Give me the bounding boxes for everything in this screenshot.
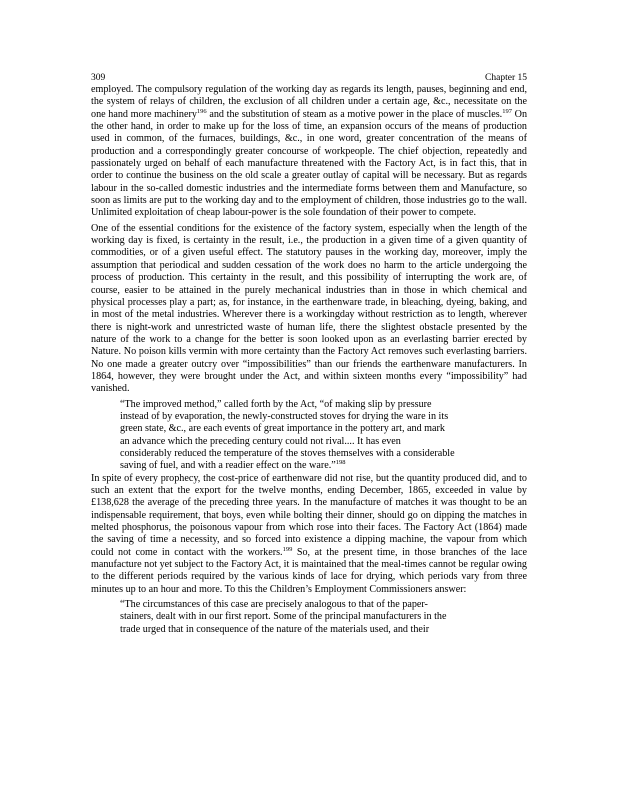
paragraph-3 xyxy=(91,473,527,596)
quote-line: “The improved method,” called forth by the Act, “of making slip by pressure xyxy=(120,398,432,410)
paragraph-1-text-a: employed. The compulsory regulation of the working day as regards its length, pauses, beginning and end, the system of relays of children, the exclusion of all children under a certain age, &c., necessitate on the one hand more machinery xyxy=(91,84,527,120)
paragraph-2 xyxy=(91,223,527,396)
paragraph-3-text-a: In spite of every prophecy, the cost-price of earthenware did not rise, but the quantity produced did, and to such an extent that the export for the twelve months, ending December, 1865, exceeded in value by £138,628 the average of the preceding three years. In the manufacture of matches it was thought to be an indispensable requirement, that boys, even while bolting their dinner, should go on dipping the matches in melted phosphorus, the poisonous vapour from which rose into their faces. The Factory Act (1864) made the saving of time a necessity, and so forced into existence a dipping machine, the vapour from which could not come in contact with the workers. xyxy=(91,472,527,558)
footnote-ref-196[interactable]: 196 xyxy=(196,107,207,115)
quote-line: green state, &c., are each events of great importance in the pottery art, and mark xyxy=(120,423,445,435)
quote-line: trade urged that in consequence of the nature of the materials used, and their xyxy=(120,623,430,635)
block-quote-2 xyxy=(120,599,527,636)
quote-line-last xyxy=(120,460,527,472)
quote-line-text: saving of fuel, and with a readier effect on the ware.” xyxy=(120,460,336,472)
quote-line: an advance which the preceding century could not rival.... It has even xyxy=(120,435,401,447)
footnote-ref-197[interactable]: 197 xyxy=(502,107,512,115)
page-header xyxy=(91,71,527,85)
quote-line: considerably reduced the temperature of the stoves themselves with a considerable xyxy=(120,447,455,459)
chapter-label: Chapter 15 xyxy=(485,73,527,83)
paragraph-1-text-c: On the other hand, in order to make up for the loss of time, an expansion occurs of the means of production used in common, of the furnaces, buildings, &c., in one word, greater concentration of the means of production and a correspondingly greater concourse of workpeople. The chief objection, repeatedly and passionately urged on behalf of each manufacture threatened with the Factory Act, is in fact this, that in order to continue the business on the old scale a greater outlay of capital will be necessary. But as regards labour in the so-called domestic industries and the intermediate forms between them and Manufacture, so soon as limits are put to the working day and to the employment of children, those industries go to the wall. Unlimited exploitation of cheap labour-power is the sole foundation of their power to compete. xyxy=(91,108,528,219)
footnote-ref-199[interactable]: 199 xyxy=(282,545,293,553)
quote-line: stainers, dealt with in our first report. Some of the principal manufacturers in the xyxy=(120,611,447,623)
footnote-ref-198[interactable]: 198 xyxy=(335,459,346,467)
paragraph-1-text-b: and the substitution of steam as a motive power in the place of muscles. xyxy=(206,108,503,120)
paragraph-2-text: One of the essential conditions for the existence of the factory system, especially when the length of the working day is fixed, is certainty in the result, i.e., the production in a given time of a given quantity of commodities, or of a given useful effect. The statutory pauses in the working day, moreover, imply the assumption that periodical and sudden cessation of the work does no harm to the article undergoing the process of production. This certainty in the result, and this possibility of interrupting the work are, of course, easier to be attained in the purely mechanical industries than in those in which chemical and physical processes play a part; as, for instance, in the earthenware trade, in bleaching, dyeing, baking, and in most of the metal industries. Wherever there is a workingday without restriction as to length, wherever there is night-work and unrestricted waste of human life, there the slightest obstacle presented by the nature of the work to a change for the better is soon looked upon as an everlasting barrier erected by Nature. No poison kills vermin with more certainty than the Factory Act removes such everlasting barriers. No one made a greater outcry over “impossibilities” than our friends the earthenware manufacturers. In 1864, however, they were brought under the Act, and within sixteen months every “impossibility” had vanished. xyxy=(91,222,527,395)
block-quote-1 xyxy=(120,399,527,473)
paragraph-1 xyxy=(91,84,527,220)
paragraph-3-text-b: So, at the present time, in those branches of the lace manufacture not yet subject to the Factory Act, it is maintained that the meal-times cannot be regular owing to the different periods required by the various kinds of lace for drying, which periods vary from three minutes up to an hour and more. To this the Children’s Employment Commissioners answer: xyxy=(91,546,527,595)
page-number: 309 xyxy=(91,73,106,83)
quote-line: instead of by evaporation, the newly-constructed stoves for drying the ware in its xyxy=(120,410,449,422)
page-body xyxy=(91,84,527,636)
quote-line: “The circumstances of this case are precisely analogous to that of the paper- xyxy=(120,599,428,611)
